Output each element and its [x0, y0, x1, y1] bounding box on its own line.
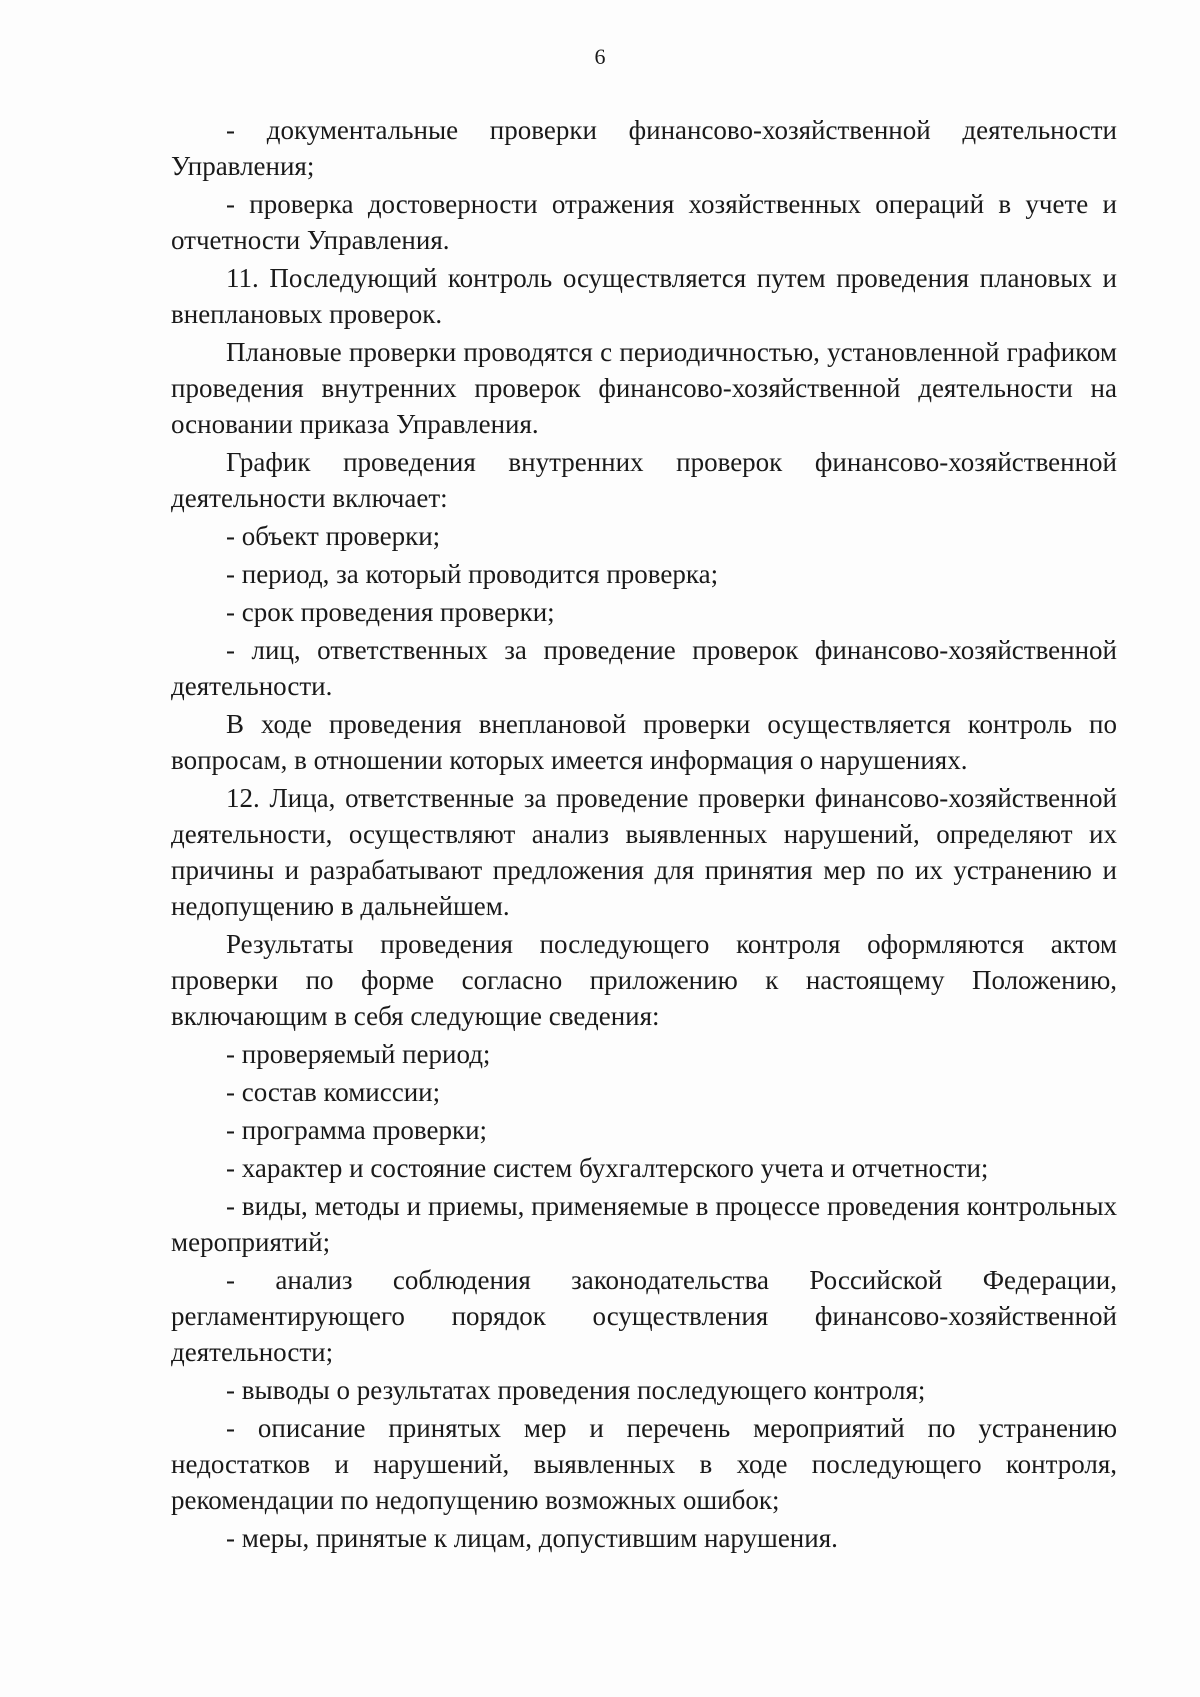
- document-body: [171, 112, 1117, 1558]
- list-item: - проверяемый период;: [226, 1039, 491, 1069]
- paragraph: Результаты проведения последующего контроля оформляются актом проверки по форме согласно приложению к настоящему Положению, включающим в себя следующие сведения:: [171, 929, 1117, 1031]
- list-item: - срок проведения проверки;: [226, 597, 555, 627]
- list-item: - выводы о результатах проведения последующего контроля;: [226, 1375, 926, 1405]
- paragraph: График проведения внутренних проверок финансово-хозяйственной деятельности включает:: [171, 447, 1117, 513]
- paragraph: - проверка достоверности отражения хозяйственных операций в учете и отчетности Управления.: [171, 189, 1117, 255]
- list-item: - программа проверки;: [226, 1115, 488, 1145]
- list-item: - анализ соблюдения законодательства Российской Федерации, регламентирующего порядок осуществления финансово-хозяйственной деятельности;: [171, 1265, 1117, 1367]
- list-item: - период, за который проводится проверка;: [226, 559, 719, 589]
- paragraph: В ходе проведения внеплановой проверки осуществляется контроль по вопросам, в отношении которых имеется информация о нарушениях.: [171, 709, 1117, 775]
- paragraph: Плановые проверки проводятся с периодичностью, установленной графиком проведения внутренних проверок финансово-хозяйственной деятельности на основании приказа Управления.: [171, 337, 1117, 439]
- list-item: - меры, принятые к лицам, допустившим нарушения.: [226, 1523, 838, 1553]
- page-number: 6: [594, 44, 606, 69]
- list-item: - описание принятых мер и перечень мероприятий по устранению недостатков и нарушений, выявленных в ходе последующего контроля, рекомендации по недопущению возможных ошибок;: [171, 1413, 1117, 1515]
- list-item: - характер и состояние систем бухгалтерского учета и отчетности;: [226, 1153, 989, 1183]
- paragraph: - документальные проверки финансово-хозяйственной деятельности Управления;: [171, 115, 1117, 181]
- list-item: - лиц, ответственных за проведение проверок финансово-хозяйственной деятельности.: [171, 635, 1117, 701]
- list-item: - объект проверки;: [226, 521, 441, 551]
- list-item: - виды, методы и приемы, применяемые в процессе проведения контрольных мероприятий;: [171, 1191, 1117, 1257]
- paragraph: 12. Лица, ответственные за проведение проверки финансово-хозяйственной деятельности, осуществляют анализ выявленных нарушений, определяют их причины и разрабатывают предложения для принятия мер по их устранению и недопущению в дальнейшем.: [171, 783, 1117, 921]
- paragraph: 11. Последующий контроль осуществляется путем проведения плановых и внеплановых проверок.: [171, 263, 1117, 329]
- list-item: - состав комиссии;: [226, 1077, 441, 1107]
